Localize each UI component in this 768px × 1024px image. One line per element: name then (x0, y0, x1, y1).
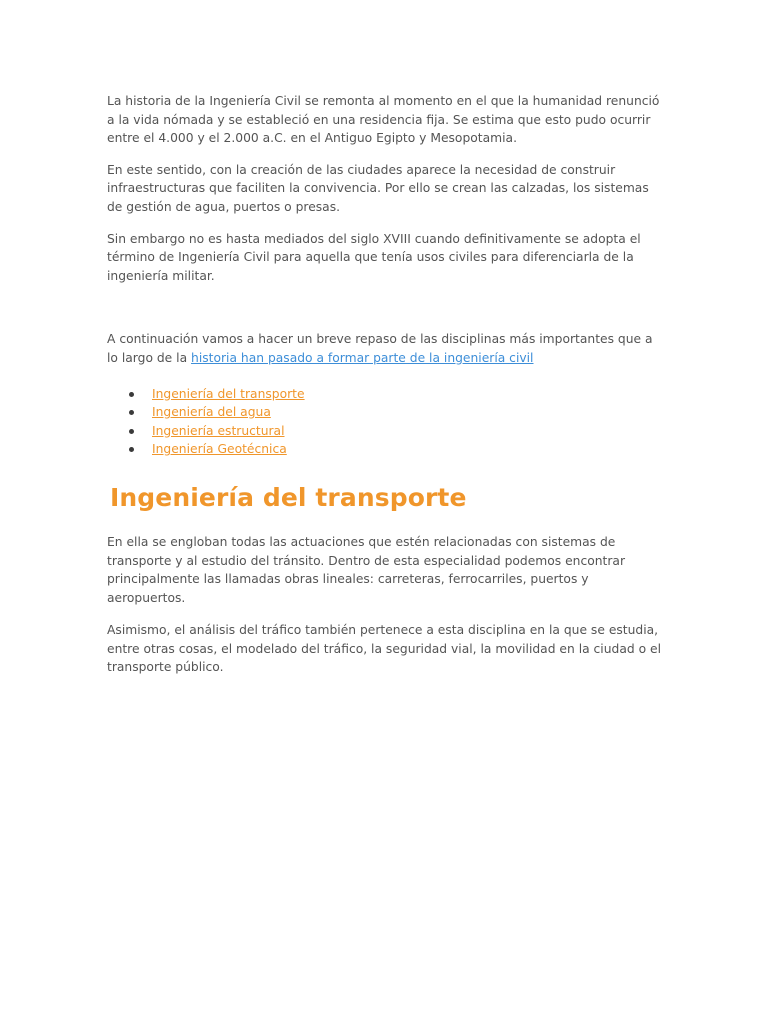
intro-paragraph-4 (107, 330, 667, 367)
section-heading: Ingeniería del transporte (110, 482, 467, 512)
list-item (107, 403, 667, 422)
list-item (107, 440, 667, 459)
list-item (107, 385, 667, 404)
bullet-icon (129, 392, 134, 397)
toc-link-transporte[interactable]: Ingeniería del transporte (152, 386, 305, 401)
list-item (107, 422, 667, 441)
toc-link-estructural[interactable]: Ingeniería estructural (152, 423, 285, 438)
intro-paragraph-2: En este sentido, con la creación de las ciudades aparece la necesidad de construir infraestructuras que faciliten la convivencia. Por ello se crean las calzadas, los sistemas de gestión de agua, puertos o presas. (107, 162, 649, 214)
bullet-icon (129, 410, 134, 415)
toc-link-agua[interactable]: Ingeniería del agua (152, 405, 271, 420)
intro-paragraph-4-text: A continuación vamos a hacer un breve repaso de las disciplinas más importantes que a lo largo de la (107, 332, 653, 365)
section-paragraph-1: En ella se engloban todas las actuaciones que estén relacionadas con sistemas de transporte y al estudio del tránsito. Dentro de esta especialidad podemos encontrar principalmente las llamadas obras lineales: carreteras, ferrocarriles, puertos y aeropuertos. (107, 534, 626, 605)
section-paragraph-2: Asimismo, el análisis del tráfico también pertenece a esta disciplina en la que se estudia, entre otras cosas, el modelado del tráfico, la seguridad vial, la movilidad en la ciudad o el transporte público. (107, 623, 661, 675)
bullet-icon (129, 447, 134, 452)
disciplines-list (107, 385, 667, 459)
history-link[interactable]: historia han pasado a formar parte de la ingeniería civil (191, 350, 534, 365)
intro-paragraph-3: Sin embargo no es hasta mediados del siglo XVIII cuando definitivamente se adopta el término de Ingeniería Civil para aquella que tenía usos civiles para diferenciarla de la ingeniería militar. (107, 231, 641, 283)
intro-paragraph-1: La historia de la Ingeniería Civil se remonta al momento en el que la humanidad renunció a la vida nómada y se estableció en una residencia fija. Se estima que esto pudo ocurrir entre el 4.000 y el 2.000 a.C. en el Antiguo Egipto y Mesopotamia. (107, 94, 660, 146)
document-page (107, 92, 667, 677)
bullet-icon (129, 429, 134, 434)
toc-link-geotecnica[interactable]: Ingeniería Geotécnica (152, 442, 287, 457)
